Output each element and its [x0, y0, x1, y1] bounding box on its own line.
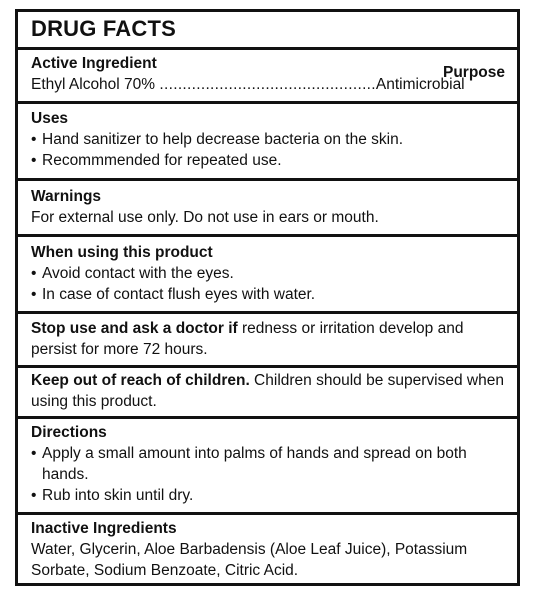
keep-out-section	[18, 370, 517, 412]
warnings-section	[18, 186, 517, 228]
uses-section	[18, 108, 517, 171]
active-ingredient-heading: Active Ingredient	[31, 55, 157, 72]
section-divider	[18, 178, 517, 181]
keep-out-heading: Keep out of reach of children.	[31, 372, 250, 389]
warnings-heading: Warnings	[31, 188, 102, 205]
uses-item: • Recommmended for repeated use.	[31, 152, 282, 169]
inactive-ingredients-text: Water, Glycerin, Aloe Barbadensis (Aloe Leaf Juice), Potassium Sorbate, Sodium Benzoate, Citric Acid.	[31, 541, 468, 579]
uses-item: • Hand sanitizer to help decrease bacteria on the skin.	[31, 131, 404, 148]
drug-facts-title: DRUG FACTS	[31, 16, 176, 41]
drug-facts-label	[15, 9, 520, 586]
when-using-section	[18, 242, 517, 305]
warnings-text: For external use only. Do not use in ears or mouth.	[31, 209, 379, 226]
section-divider	[18, 101, 517, 104]
purpose-heading: Purpose	[442, 64, 505, 81]
when-using-item: • Avoid contact with the eyes.	[31, 265, 234, 282]
when-using-heading: When using this product	[31, 244, 213, 261]
stop-use-section	[18, 318, 517, 360]
uses-heading: Uses	[31, 110, 69, 127]
section-divider	[18, 234, 517, 237]
section-divider	[18, 512, 517, 515]
stop-use-text: Stop use and ask a doctor if redness or irritation develop and persist for more 72 hours.	[31, 320, 464, 358]
section-divider	[18, 416, 517, 419]
active-ingredient-purpose: Antimicrobial	[375, 76, 465, 93]
keep-out-text: Keep out of reach of children. Children should be supervised when using this product.	[31, 372, 504, 410]
active-ingredient-name: Ethyl Alcohol 70%	[31, 76, 156, 93]
directions-section	[18, 422, 517, 506]
when-using-item: • In case of contact flush eyes with water.	[31, 286, 316, 303]
directions-heading: Directions	[31, 424, 107, 441]
section-divider	[18, 365, 517, 368]
section-divider	[18, 311, 517, 314]
drug-facts-header	[18, 16, 517, 42]
inactive-ingredients-heading: Inactive Ingredients	[31, 520, 177, 537]
inactive-ingredients-section	[18, 518, 517, 581]
directions-item: • Rub into skin until dry.	[31, 487, 194, 504]
leader-dots: ...............................................	[159, 76, 376, 93]
active-ingredient-line	[31, 74, 504, 95]
directions-item: • Apply a small amount into palms of hands and spread on both hands.	[31, 445, 467, 483]
stop-use-heading: Stop use and ask a doctor if	[31, 320, 238, 337]
section-divider	[18, 47, 517, 50]
